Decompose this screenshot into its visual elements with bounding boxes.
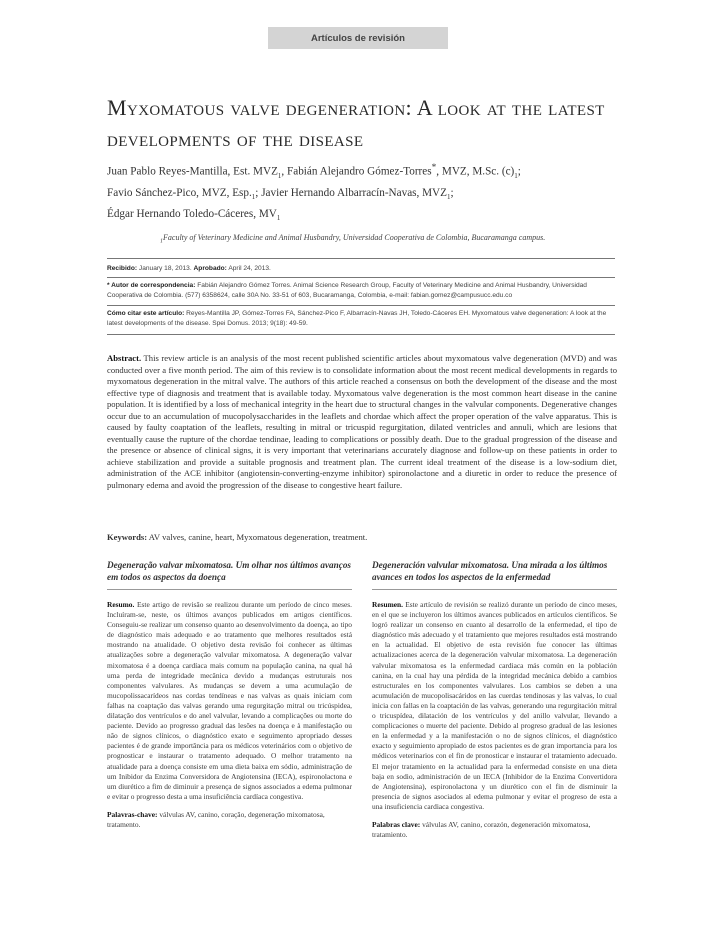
correspondence-label: * Autor de correspondencia: (107, 282, 196, 289)
keywords-text: AV valves, canine, heart, Myxomatous degeneration, treatment. (148, 532, 368, 542)
author-name: , Fabián Alejandro Gómez-Torres (281, 165, 432, 178)
received-info (107, 264, 617, 274)
author-line-1 (107, 160, 667, 185)
abstract-text: This review article is an analysis of the most recent published scientific articles about myxomatous valve degeneration (MVD) and was conducted over a five month period. The aim of this review is to consolidate information about the most recent medical developments in regards to myxomatous degeneration in the mitral valve. The authors of this article reached a consensus on both the development of the disease and the most effective type of diagnosis and treatment that is available today. Myxomatous valve degeneration is the most common heart disease in the canine population. It is identified by a loss of mechanical integrity in the heart due to structural changes in the valvular components. Degenerative changes occur due to an accumulation of mucopolysaccharides in the leaflets and chordae which affect the proper operation of the valve apparatus. This is caused by faulty coaptation of the leaflets, resulting in mitral or tricuspid regurgitation, dilated ventricles and annuli, which are lesions that eventually cause the rupture of the chordae tendinae, leading to complications or possibly death. Due to the gradual progression of the disease and the presence or absence of clinical signs, it is very important that veterinarians accurately diagnose and follow-up on these patients in order to achieve stabilization and provide a suitable prognosis and treatment plan. The current ideal treatment of the disease is a low-sodium diet, administration of the ACE inhibitor (angiotensin-converting-enzyme inhibitor) spironolactone and a diuretic in order to reduce the presence of pulmonary edema and avoid the progression of the disease to congestive heart failure. (107, 353, 617, 490)
author-list (107, 160, 667, 227)
summary-label: Resumo. (107, 600, 135, 609)
affiliation (160, 233, 680, 245)
article-title: Myxomatous valve degeneration: A look at the latest developments of the disease (107, 95, 605, 151)
author-name: Juan Pablo Reyes-Mantilla, Est. MVZ (107, 165, 278, 178)
divider (107, 305, 615, 306)
portuguese-summary (107, 600, 352, 802)
author-line-2 (107, 185, 667, 206)
spanish-summary (372, 600, 617, 812)
affiliation-marker: 1 (446, 193, 451, 202)
affiliation-text: Faculty of Veterinary Medicine and Animal Husbandry, Universidad Cooperativa de Colombia, Bucaramanga campus. (163, 233, 546, 242)
author-degree: , MVZ, M.Sc. (c) (436, 165, 515, 178)
keywords-label: Palabras clave: (372, 819, 421, 829)
citation-label: Cómo citar este artículo: (107, 310, 185, 317)
affiliation-marker: 1 (277, 171, 282, 180)
spanish-summary-column (372, 560, 617, 840)
affiliation-marker: 1 (251, 193, 256, 202)
divider (107, 258, 615, 259)
author-name: ; Javier Hernando Albarracín-Navas, MVZ (255, 186, 447, 199)
author-name: Favio Sánchez-Pico, MVZ, Esp. (107, 186, 252, 199)
divider (107, 277, 615, 278)
portuguese-title: Degeneração valvar mixomatosa. Um olhar nos últimos avanços em todos os aspectos da doença (107, 560, 352, 590)
corresponding-marker: * (431, 163, 437, 173)
affiliation-marker: 1 (276, 214, 281, 223)
keywords (107, 532, 617, 544)
received-date: January 18, 2013. (138, 265, 192, 272)
correspondence-text: Fabián Alejandro Gómez Torres. Animal Science Research Group, Faculty of Veterinary Medicine and Animal Husbandry, Universidad Cooperativa de Colombia. (577) 6358624, calle 30A No. 33-51 of 603, Bucaramanga, Colombia, e-mail: fabian.gomez@campusucc.edu.co (107, 282, 587, 299)
keywords-label: Keywords: (107, 532, 148, 542)
approved-label: Aprobado: (193, 265, 227, 272)
author-separator: ; (517, 165, 521, 178)
summary-label: Resumen. (372, 600, 403, 609)
author-name: Édgar Hernando Toledo-Cáceres, MV (107, 208, 277, 221)
keywords-label: Palavras-chave: (107, 809, 158, 819)
spanish-title: Degeneración valvular mixomatosa. Una mirada a los últimos avances en todos los aspectos de la enfermedad (372, 560, 617, 590)
abstract-label: Abstract. (107, 353, 142, 363)
spanish-keywords (372, 820, 617, 840)
received-label: Recibido: (107, 265, 138, 272)
keywords-text: válvulas AV, canino, corazón, degeneración mixomatosa, tratamiento. (372, 819, 591, 840)
portuguese-keywords (107, 810, 352, 830)
affiliation-marker: 1 (160, 238, 163, 245)
citation (107, 309, 617, 328)
approved-date: April 24, 2013. (228, 265, 271, 272)
affiliation-marker: 1 (514, 171, 518, 180)
author-separator: ; (450, 186, 454, 199)
divider (107, 334, 615, 335)
keywords-text: válvulas AV, canino, coração, degeneração mixomatosa, tratamento. (107, 809, 325, 829)
summary-text: Este artículo de revisión se realizó durante un período de cinco meses, en el que se incluyeron los últimos avances publicados en artículos científicos. Se logró realizar un consenso en cuanto al desarrollo de la enfermedad, el tipo de diagnóstico más adecuado y el tratamiento que mejores resultados está mostrando en la actualidad. El objetivo de esta revisión fue conocer las últimas actualizaciones acerca de la degeneración valvular mixomatosa. La degeneración valvular mixomatosa es la enfermedad cardiaca más común en la población canina, en la cual hay una pérdida de la integridad mecánica debido a cambios estructurales en los componentes valvulares. Los cambios se deben a una acumulación de mucopolisacáridos en las cuerdas tendinosas y las valvas, lo cual inicia con fallas en la coaptación de las valvas, generando una regurgitación mitral o tricuspídea, dilatación de los ventrículos y del anillo valvular, llevando a complicaciones o muerte del paciente. Debido al progreso gradual de las lesiones en la enfermedad y a la manifestación o no de signos clínicos, el diagnóstico exacto y seguimiento apropiado de estos pacientes es de gran importancia para los médicos veterinarios con el fin de pronosticar e instaurar el tratamiento adecuado. El mejor tratamiento en la actualidad para la enfermedad consiste en una dieta baja en sodio, administración de un IECA (Inhibidor de la Enzima Convertidora de Angiotensina), espironolactona y un diurético con el fin de disminuir la presencia de signos asociados al edema pulmonar y evitar el progreso de esta a una insuficiencia cardiaca congestiva. (372, 600, 617, 811)
section-label: Artículos de revisión (311, 32, 405, 44)
author-line-3 (107, 206, 667, 227)
summary-text: Este artigo de revisão se realizou durante um período de cinco meses. Incluíram-se, neste, os últimos avanços publicados em artigos científicos. Conseguiu-se realizar um consenso quanto ao desenvolvimento da doença, ao tipo de diagnóstico mais adequado e ao tratamento que melhores resultados está mostrando na atualidade. O objetivo desta revisão foi conhecer as últimas atualizações sobre a degeneração valvular mixomatosa. A degeneração valvar mixomatosa é a doença cardíaca mais comum na população canina, na qual há uma perda de integridade mecânica devido a mudanças estruturais nos componentes valvulares. As mudanças se devem a uma acumulação de mucopolissacarídeos nas cordas tendíneas e nas valvas as quais iniciam com falhas na coaptação das valvas gerando uma regurgitação mitral ou tricúspidea, dilatação dos ventrículos e do anel valvular, levando a complicações ou morte do paciente. Devido ao progresso gradual das lesões na doença e à manifestação ou não de signos clínicos, o diagnóstico exato e seguimento apropriado desses pacientes é de grande importância para os médicos veterinários com o objetivo de prognosticar e instaurar o tratamento adequado. O melhor tratamento na atualidade para a doença consiste em uma dieta baixa em sódio, administração de um Inibidor da Enzima Conversidora de Angiotensina (IECA), espironolactona e um diurético a fim de diminuir a presença de signos associados a edema pulmonar e evitar o progresso desta a uma insuficiência cardíaca congestiva. (107, 600, 352, 801)
citation-text: Reyes-Mantilla JP, Gómez-Torres FA, Sánchez-Pico F, Albarracín-Navas JH, Toledo-Cáceres EH. Myxomatous valve degeneration: A look at the latest developments of the disease. Spei Domus. 2013; 9(18): 49-59. (107, 310, 607, 327)
portuguese-summary-column (107, 560, 352, 830)
abstract (107, 353, 617, 491)
section-tag (268, 27, 448, 49)
correspondence (107, 281, 617, 300)
